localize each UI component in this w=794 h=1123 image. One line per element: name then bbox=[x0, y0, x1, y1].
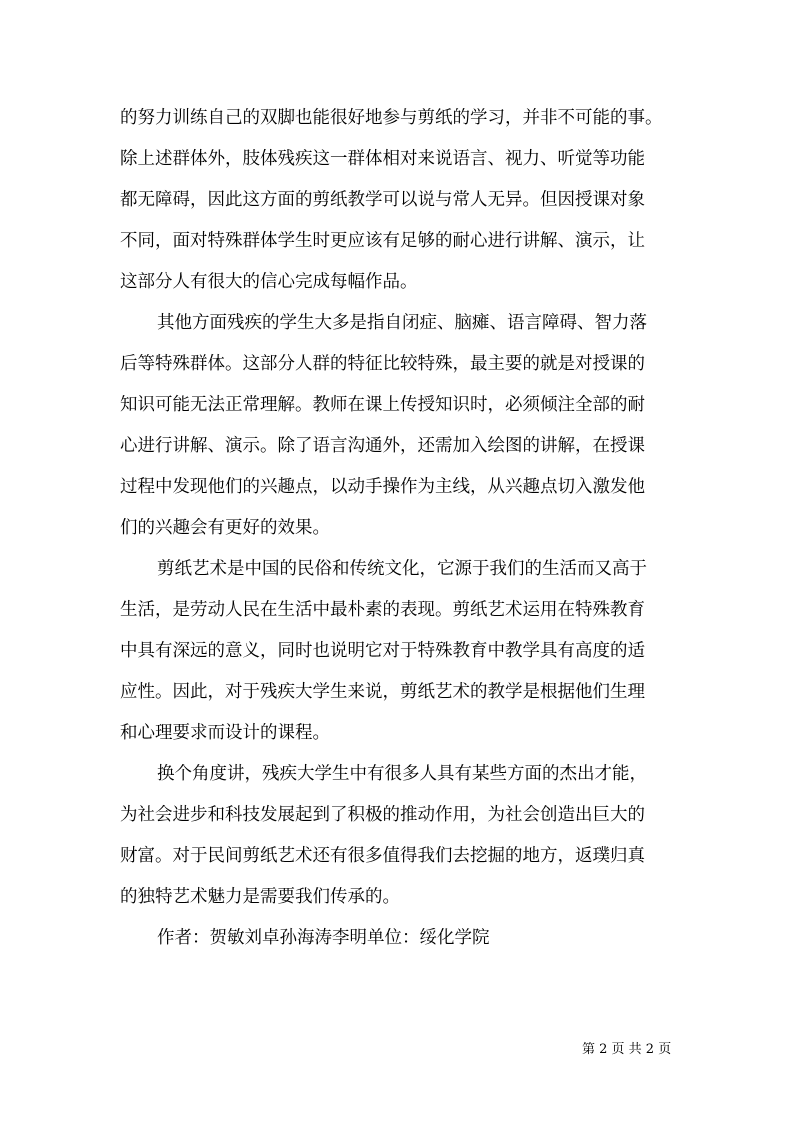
text-line: 后等特殊群体。这部分人群的特征比较特殊，最主要的就是对授课的 bbox=[120, 354, 645, 374]
text-line: 应性。因此，对于残疾大学生来说，剪纸艺术的教学是根据他们生理 bbox=[120, 682, 645, 702]
text-line: 剪纸艺术是中国的民俗和传统文化，它源于我们的生活而又高于 bbox=[157, 559, 647, 579]
text-line: 心进行讲解、演示。除了语言沟通外，还需加入绘图的讲解，在授课 bbox=[120, 436, 645, 456]
text-line: 过程中发现他们的兴趣点，以动手操作为主线，从兴趣点切入激发他 bbox=[120, 477, 645, 497]
text-line: 这部分人有很大的信心完成每幅作品。 bbox=[120, 272, 418, 292]
text-line: 换个角度讲，残疾大学生中有很多人具有某些方面的杰出才能， bbox=[157, 764, 647, 784]
text-line: 财富。对于民间剪纸艺术还有很多值得我们去挖掘的地方，返璞归真 bbox=[120, 846, 645, 866]
text-line: 都无障碍，因此这方面的剪纸教学可以说与常人无异。但因授课对象 bbox=[120, 190, 645, 210]
text-line: 为社会进步和科技发展起到了积极的推动作用，为社会创造出巨大的 bbox=[120, 805, 645, 825]
text-line: 知识可能无法正常理解。教师在课上传授知识时，必须倾注全部的耐 bbox=[120, 395, 645, 415]
text-line: 和心理要求而设计的课程。 bbox=[120, 723, 330, 743]
text-line: 生活，是劳动人民在生活中最朴素的表现。剪纸艺术运用在特殊教育 bbox=[120, 600, 645, 620]
text-line: 其他方面残疾的学生大多是指自闭症、脑瘫、语言障碍、智力落 bbox=[157, 313, 647, 333]
text-line: 的独特艺术魅力是需要我们传承的。 bbox=[120, 887, 400, 907]
text-line: 除上述群体外，肢体残疾这一群体相对来说语言、视力、听觉等功能 bbox=[120, 149, 645, 169]
text-line: 不同，面对特殊群体学生时更应该有足够的耐心进行讲解、演示，让 bbox=[120, 231, 645, 251]
text-line: 们的兴趣会有更好的效果。 bbox=[120, 518, 330, 538]
page-number: 第 2 页 共 2 页 bbox=[582, 1042, 672, 1057]
text-line: 中具有深远的意义，同时也说明它对于特殊教育中教学具有高度的适 bbox=[120, 641, 645, 661]
author-line: 作者：贺敏刘卓孙海涛李明单位：绥化学院 bbox=[157, 928, 490, 948]
text-line: 的努力训练自己的双脚也能很好地参与剪纸的学习，并非不可能的事。 bbox=[120, 108, 663, 128]
